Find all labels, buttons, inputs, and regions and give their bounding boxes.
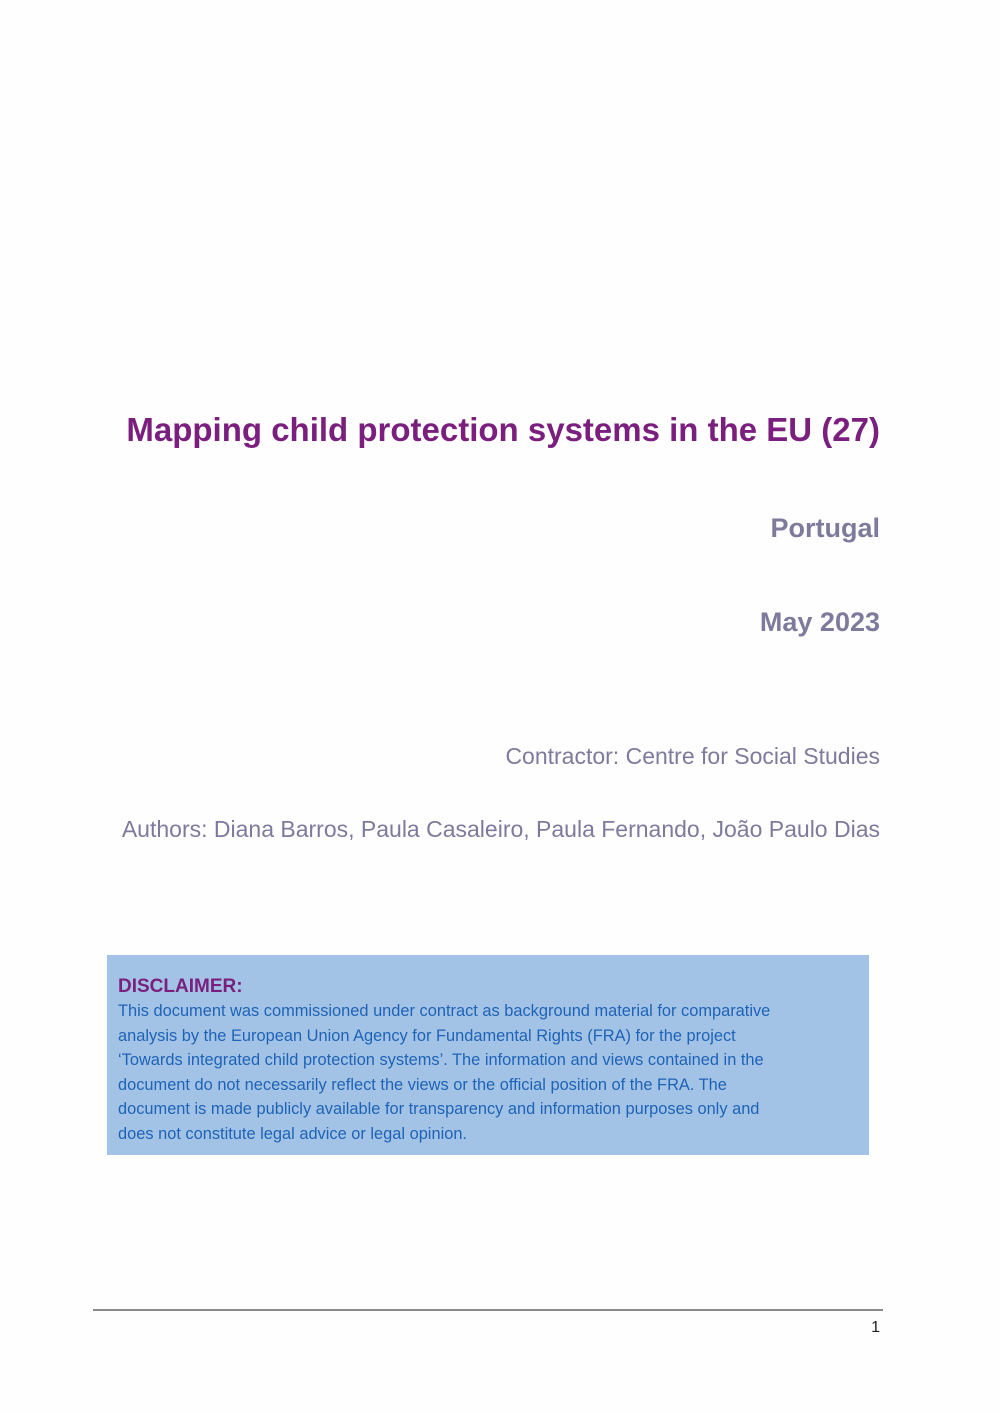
disclaimer-line: document is made publicly available for transparency and information purposes only and xyxy=(118,1100,760,1119)
footer-divider xyxy=(93,1309,883,1311)
page-number: 1 xyxy=(871,1319,880,1336)
disclaimer-line: analysis by the European Union Agency for Fundamental Rights (FRA) for the project xyxy=(118,1026,736,1045)
authors-line: Authors: Diana Barros, Paula Casaleiro, Paula Fernando, João Paulo Dias xyxy=(121,816,880,842)
disclaimer-line: ‘Towards integrated child protection systems’. The information and views contained in the xyxy=(118,1051,764,1070)
disclaimer-heading: DISCLAIMER: xyxy=(118,976,243,997)
disclaimer-line: does not constitute legal advice or legal opinion. xyxy=(118,1124,467,1143)
contractor-line: Contractor: Centre for Social Studies xyxy=(505,743,880,769)
disclaimer-line: This document was commissioned under contract as background material for comparative xyxy=(118,1002,771,1020)
disclaimer-text xyxy=(118,999,859,1147)
country-label: Portugal xyxy=(770,513,880,543)
disclaimer-box xyxy=(107,955,869,1155)
disclaimer-line: document do not necessarily reflect the views or the official position of the FRA. The xyxy=(118,1075,727,1094)
page-title: Mapping child protection systems in the EU (27) xyxy=(126,411,880,448)
publication-date: May 2023 xyxy=(759,607,880,637)
